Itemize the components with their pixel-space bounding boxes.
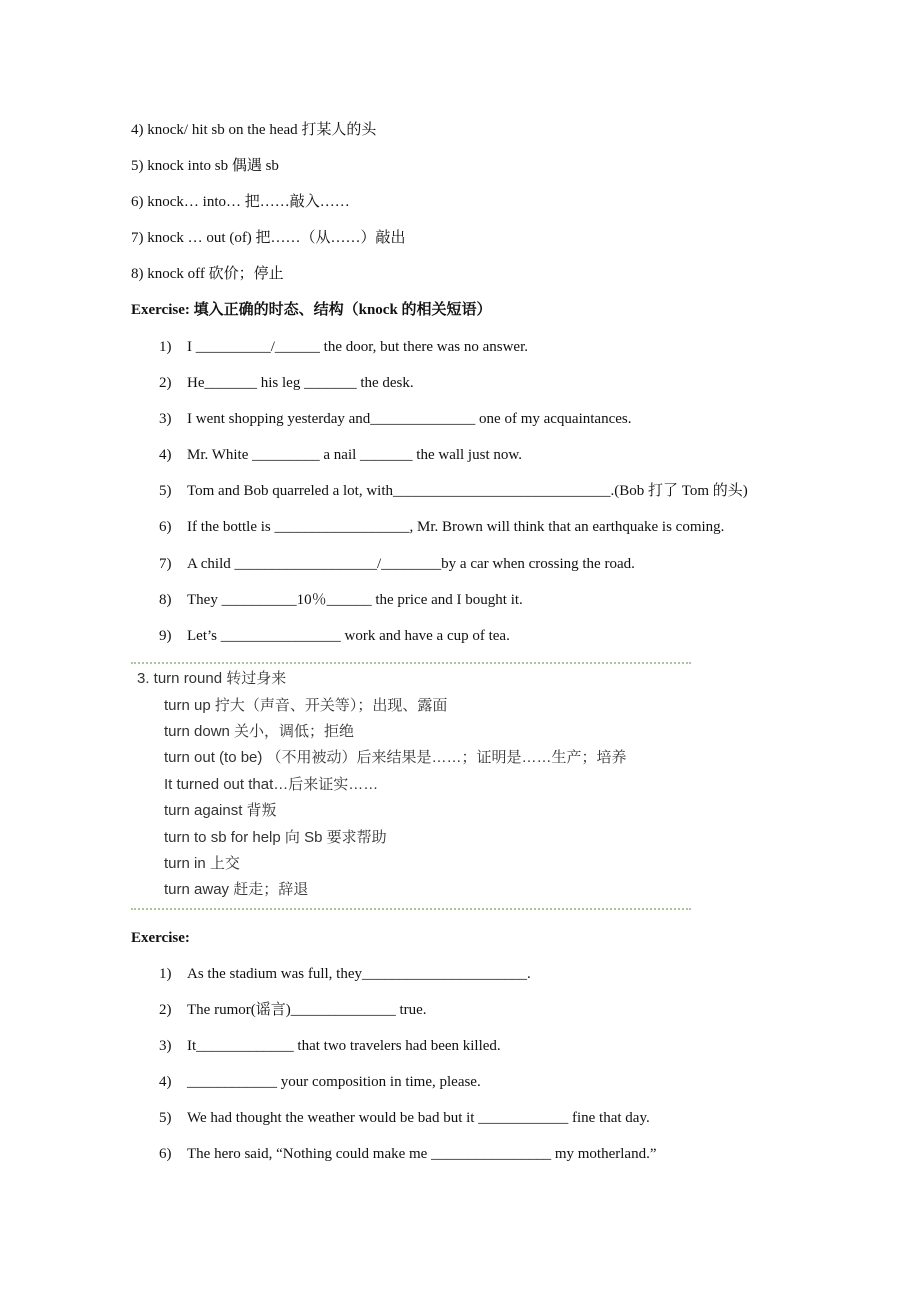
turn-phrase: turn to sb for help 向 Sb 要求帮助 [164,829,387,846]
phrase-line: 4) knock/ hit sb on the head 打某人的头 [131,122,377,138]
item-number: 5) [159,483,172,499]
item-text: He_______ his leg _______ the desk. [187,375,414,391]
item-number: 2) [159,375,172,391]
item-text: A child ___________________/________by a car when crossing the road. [187,556,635,572]
item-text: As the stadium was full, they______________________. [187,966,531,982]
item-text: We had thought the weather would be bad but it ____________ fine that day. [187,1110,650,1126]
turn-box-heading: 3. turn round 转过身来 [137,670,287,687]
item-number: 3) [159,411,172,427]
item-text: Let’s ________________ work and have a cup of tea. [187,628,510,644]
phrase-line: 7) knock … out (of) 把……（从……）敲出 [131,230,406,246]
item-number: 6) [159,1146,172,1162]
turn-phrase: turn down 关小，调低；拒绝 [164,723,355,740]
phrase-line: 6) knock… into… 把……敲入…… [131,194,350,210]
item-text: The rumor(谣言)______________ true. [187,1002,427,1018]
item-text: I __________/______ the door, but there was no answer. [187,339,529,355]
item-number: 9) [159,628,172,644]
item-number: 6) [159,519,172,535]
turn-phrase: turn away 赶走；辞退 [164,881,309,898]
turn-phrase: turn out (to be) （不用被动）后来结果是……；证明是……生产；培养 [164,749,627,766]
item-number: 4) [159,1074,172,1090]
turn-phrase: turn up 拧大（声音、开关等）；出现、露面 [164,697,448,714]
item-number: 3) [159,1038,172,1054]
item-text: It_____________ that two travelers had been killed. [187,1038,501,1054]
item-number: 7) [159,556,172,572]
box-bottom-divider [131,908,691,910]
item-number: 5) [159,1110,172,1126]
item-text: Mr. White _________ a nail _______ the wall just now. [187,447,522,463]
phrase-line: 8) knock off 砍价；停止 [131,266,284,282]
item-number: 2) [159,1002,172,1018]
item-text: I went shopping yesterday and______________ one of my acquaintances. [187,411,632,427]
box-top-divider [131,662,691,664]
turn-phrase: turn in 上交 [164,855,240,872]
item-text: If the bottle is __________________, Mr. Brown will think that an earthquake is coming. [187,519,725,535]
item-number: 4) [159,447,172,463]
turn-phrase: turn against 背叛 [164,802,277,819]
item-number: 8) [159,592,172,608]
exercise-2-title: Exercise: [131,930,190,946]
item-text: The hero said, “Nothing could make me ________________ my motherland.” [187,1146,657,1162]
item-number: 1) [159,966,172,982]
phrase-line: 5) knock into sb 偶遇 sb [131,158,279,174]
turn-phrase: It turned out that…后来证实…… [164,776,379,793]
item-text: ____________ your composition in time, please. [187,1074,481,1090]
item-text: Tom and Bob quarreled a lot, with_____________________________.(Bob 打了 Tom 的头) [187,483,748,499]
item-number: 1) [159,339,172,355]
item-text: They __________10％______ the price and I bought it. [187,592,523,608]
exercise-1-title: Exercise: 填入正确的时态、结构（knock 的相关短语） [131,302,492,318]
